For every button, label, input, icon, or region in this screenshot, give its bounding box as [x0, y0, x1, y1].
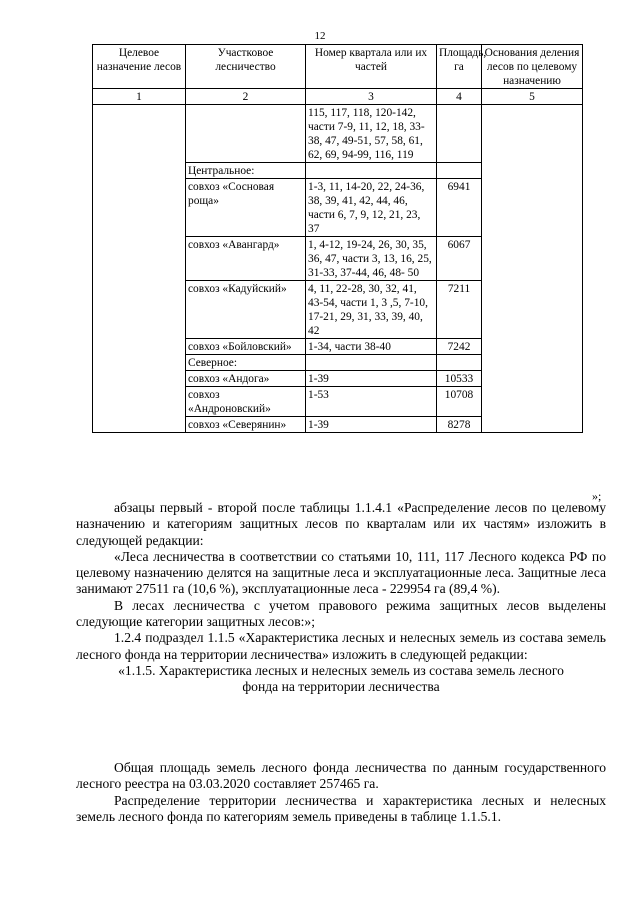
quarters-cell: 115, 117, 118, 120-142, части 7-9, 11, 12, 18, 33-38, 47, 49-51, 57, 58, 61, 62, 69, 94-99, 116, 119 — [306, 105, 437, 163]
area-cell: 6941 — [437, 179, 482, 237]
table-header-row — [93, 45, 583, 89]
area-cell: 10533 — [437, 371, 482, 387]
quarters-cell: 1, 4-12, 19-24, 26, 30, 35, 36, 47, части 3, 13, 16, 25, 31-33, 37-44, 46, 48- 50 — [306, 237, 437, 281]
paragraph: В лесах лесничества с учетом правового режима защитных лесов выделены следующие категории защитных лесов:»; — [76, 597, 606, 630]
district-group-cell: Северное: — [186, 355, 306, 371]
quarters-cell: 1-34, части 38-40 — [306, 339, 437, 355]
forest-distribution-table — [92, 44, 583, 433]
district-cell: совхоз «Андога» — [186, 371, 306, 387]
quote-close: »; — [592, 489, 602, 503]
table-row — [93, 105, 583, 163]
body-text — [76, 500, 606, 696]
basis-cell — [482, 105, 583, 433]
page-number: 12 — [314, 30, 326, 42]
area-cell — [437, 105, 482, 163]
paragraph: 1.2.4 подраздел 1.1.5 «Характеристика лесных и нелесных земель из состава земель лесного фонда на территории лесничества» изложить в следующей редакции: — [76, 630, 606, 662]
column-number: 3 — [306, 89, 437, 105]
purpose-cell — [93, 105, 186, 433]
paragraph: «Леса лесничества в соответствии со статьями 10, 111, 117 Лесного кодекса РФ по целевому назначению делятся на защитные леса и эксплуатационные леса. Защитные леса занимают 27511 га (10,6 %), эксплуатационные леса - 229954 га (89,4 %). — [76, 548, 606, 597]
district-cell: совхоз «Авангард» — [186, 237, 306, 281]
quarters-cell: 4, 11, 22-28, 30, 32, 41, 43-54, части 1, 3 ,5, 7-10, 17-21, 29, 31, 33, 39, 40, 42 — [306, 281, 437, 339]
area-cell: 8278 — [437, 417, 482, 433]
header-purpose: Целевое назначение лесов — [93, 45, 186, 89]
area-cell — [437, 355, 482, 371]
area-cell: 7242 — [437, 339, 482, 355]
header-area: Площадь, га — [437, 45, 482, 89]
district-cell: совхоз «Бойловский» — [186, 339, 306, 355]
area-cell: 7211 — [437, 281, 482, 339]
quarters-cell: 1-53 — [306, 387, 437, 417]
section-heading-line-1: «1.1.5. Характеристика лесных и нелесных земель из состава земель лесного — [118, 662, 564, 678]
paragraph: Распределение территории лесничества и характеристика лесных и нелесных земель лесного фонда по категориям земель приведены в таблице 1.1.5.1. — [76, 792, 606, 824]
header-district: Участковое лесничество — [186, 45, 306, 89]
district-cell: совхоз «Северянин» — [186, 417, 306, 433]
table-column-number-row — [93, 89, 583, 105]
column-number: 1 — [93, 89, 186, 105]
quarters-cell: 1-3, 11, 14-20, 22, 24-36, 38, 39, 41, 42, 44, 46, части 6, 7, 9, 12, 21, 23, 37 — [306, 179, 437, 237]
column-number: 5 — [482, 89, 583, 105]
district-cell: совхоз «Андроновский» — [186, 387, 306, 417]
column-number: 4 — [437, 89, 482, 105]
section-heading-line-2: фонда на территории лесничества — [242, 679, 440, 695]
district-cell: совхоз «Сосновая роща» — [186, 179, 306, 237]
column-number: 2 — [186, 89, 306, 105]
area-cell: 6067 — [437, 237, 482, 281]
area-cell: 10708 — [437, 387, 482, 417]
header-quarters: Номер квартала или их частей — [306, 45, 437, 89]
district-cell: совхоз «Кадуйский» — [186, 281, 306, 339]
area-cell — [437, 163, 482, 179]
district-cell — [186, 105, 306, 163]
quarters-cell: 1-39 — [306, 371, 437, 387]
district-group-cell: Центральное: — [186, 163, 306, 179]
header-basis: Основания деления лесов по целевому назначению — [482, 45, 583, 89]
quarters-cell — [306, 355, 437, 371]
quarters-cell: 1-39 — [306, 417, 437, 433]
quarters-cell — [306, 163, 437, 179]
paragraph: абзацы первый - второй после таблицы 1.1.4.1 «Распределение лесов по целевому назначению и категориям защитных лесов по кварталам или их частям» изложить в следующей редакции: — [76, 500, 606, 548]
body-text-2 — [76, 760, 606, 825]
paragraph: Общая площадь земель лесного фонда лесничества по данным государственного лесного реестра на 03.03.2020 составляет 257465 га. — [76, 760, 606, 792]
